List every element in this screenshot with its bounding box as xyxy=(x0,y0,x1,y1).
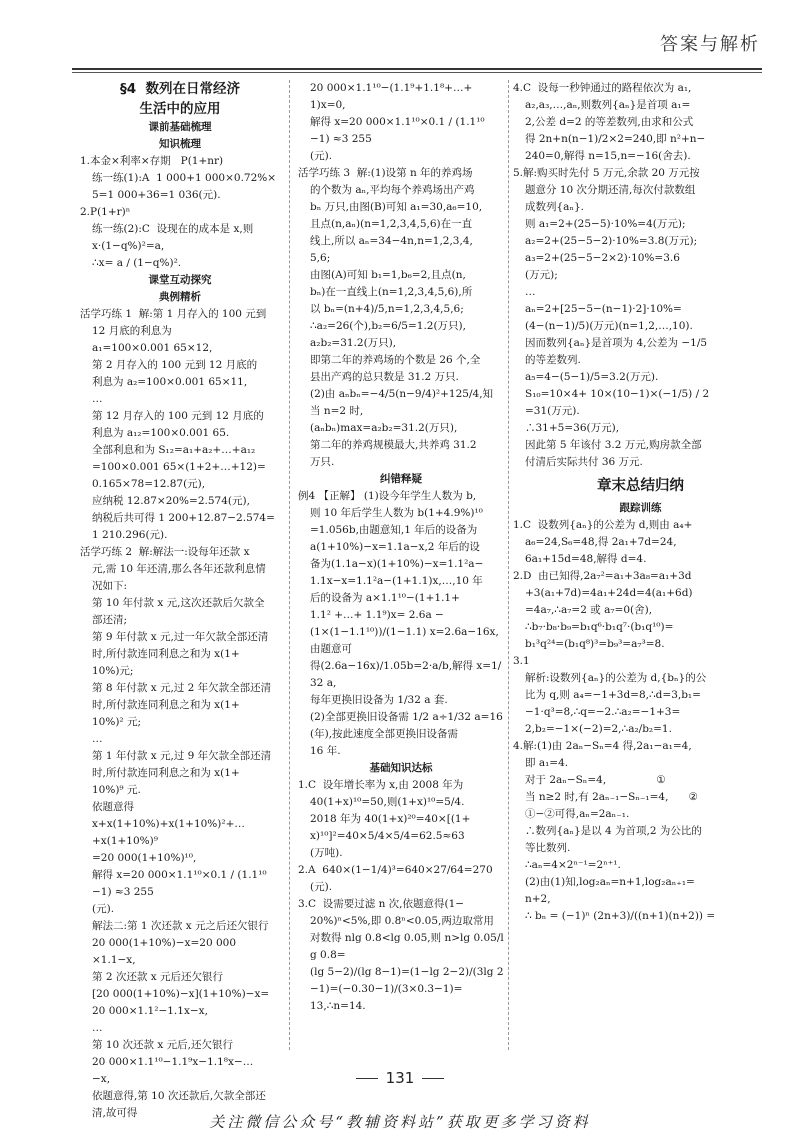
text-line: 6a₁+15d=48,解得 d=4. xyxy=(525,553,647,566)
text-line: x+x(1+10%)+x(1+10%)²+… xyxy=(92,818,245,831)
text-line: +3(a₁+7d)=4a₁+24d=4(a₁+6d) xyxy=(525,587,693,600)
text-line: (aₙbₙ)max=a₂b₂=31.2(万只), xyxy=(310,422,458,434)
text-line: 成数列{aₙ}. xyxy=(525,201,585,213)
text-line: (万吨). xyxy=(310,847,343,859)
header-rule xyxy=(72,68,762,70)
text-line: 解得 x=20 000×1.1¹⁰×0.1 / (1.1¹⁰−1) ≈3 255 xyxy=(310,116,485,145)
section-title: 生活中的应用 xyxy=(139,100,221,117)
text-line: 第 10 年付款 x 元,这次还款后欠款全 xyxy=(92,597,265,610)
text-line: 第 2 次还款 x 元后还欠银行 xyxy=(92,971,223,984)
text-line: 依题意得,第 10 次还款后,欠款全部还 xyxy=(92,1090,266,1103)
text-line: [20 000(1+10%)−x](1+10%)−x= xyxy=(92,988,270,1001)
text-line: x)¹⁰]²=40×5/4×5/4=62.5≈63 xyxy=(310,830,465,842)
column-left xyxy=(80,80,280,1120)
text-line: 12 月底的利息为 xyxy=(92,325,172,338)
text-line: =4a₇,∴a₇=2 或 a₇=0(舍), xyxy=(525,604,653,617)
text-line: 对于 2aₙ−Sₙ=4, ① xyxy=(525,774,666,787)
text-line: a₂b₂=31.2(万只), xyxy=(310,337,397,349)
text-line: 即 a₁=4. xyxy=(525,757,569,770)
text-line: 部还清; xyxy=(92,614,128,627)
text-line: 依题意得 xyxy=(92,801,134,814)
text-line: (2)由(1)知,log₂aₙ=n+1,log₂aₙ₊₁= xyxy=(525,876,695,889)
text-line: 3.1 xyxy=(513,655,530,668)
text-line: 3.C 设需要过滤 n 次,依题意得(1− xyxy=(298,898,465,910)
text-line: 1.本金×利率×存期 P(1+nr) xyxy=(80,155,224,168)
text-line: 因此第 5 年该付 3.2 万元,购房款全部 xyxy=(525,439,702,451)
text-line: −x, xyxy=(92,1073,111,1086)
text-line: 4.C 设每一秒钟通过的路程依次为 a₁, xyxy=(513,82,692,94)
text-line: 第 10 次还款 x 元后,还欠银行 xyxy=(92,1039,233,1052)
section-heading: 章末总结归纳 xyxy=(597,478,684,494)
text-line: ∴31+5=36(万元), xyxy=(525,422,620,434)
text-line: (4−(n−1)/5)(万元)(n=1,2,…,10). xyxy=(525,320,693,332)
footer-watermark: 关注微信公众号“教辅资料站”获取更多学习资料 xyxy=(209,1113,591,1131)
text-line: 40(1+x)¹⁰=50,则(1+x)¹⁰=5/4. xyxy=(310,796,465,808)
text-line: a₅=4−(5−1)/5=3.2(万元). xyxy=(525,371,659,383)
text-line: 时,所付款连同利息之和为 x(1+ xyxy=(92,648,240,661)
text-line: a₃=2+(25−5−2×2)·10%=3.6 xyxy=(525,252,680,264)
text-line: 况如下: xyxy=(92,580,128,593)
text-line: 练一练(1):A 1 000+1 000×0.72%× xyxy=(92,172,277,185)
text-line: 20 000×1.1²−1.1x−x, xyxy=(92,1005,208,1018)
text-line: bₙ 万只,由图(B)可知 a₁=30,a₆=10, xyxy=(310,201,483,213)
text-line: a₂,a₃,…,aₙ,则数列{aₙ}是首项 a₁= xyxy=(525,99,691,111)
column-right xyxy=(513,80,768,1050)
text-line: 利息为 a₂=100×0.001 65×11, xyxy=(92,376,248,389)
text-line: 备为(1.1a−x)(1+10%)−x=1.1²a− xyxy=(310,558,484,570)
text-line: 的个数为 aₙ,平均每个养鸡场出产鸡 xyxy=(310,184,475,196)
text-line: 清,故可得 xyxy=(92,1107,138,1120)
text-line: 16 年. xyxy=(310,745,341,757)
text-line: 纳税后共可得 1 200+12.87−2.574= xyxy=(92,512,275,525)
text-line: 20%)ⁿ<5%,即 0.8ⁿ<0.05,两边取常用 xyxy=(310,915,494,927)
text-line: 1.1² +…+ 1.1⁹)x= 2.6a − xyxy=(310,609,444,621)
text-line: 全部利息和为 S₁₂=a₁+a₂+…+a₁₂ xyxy=(92,444,256,457)
text-line: 因而数列{aₙ}是首项为 4,公差为 −1/5 xyxy=(525,337,708,349)
text-line: ∴a₂=26(个),b₂=6/5=1.2(万只), xyxy=(310,320,466,332)
text-line: x·(1−q%)²=a, xyxy=(92,240,165,253)
text-line: 每年更换旧设备为 1/32 a 套. xyxy=(310,694,448,706)
text-line: 0.165×78=12.87(元), xyxy=(92,478,206,491)
text-line: 当 n=2 时, xyxy=(310,405,364,417)
text-line: 1 210.296(元). xyxy=(92,529,168,542)
text-line: aₙ=2+[25−5−(n−1)·2]·10%= xyxy=(525,303,682,315)
text-line: 的等差数列. xyxy=(525,354,581,366)
header-title: 答案与解析 xyxy=(660,34,760,55)
text-line: a₁=100×0.001 65×12, xyxy=(92,342,213,355)
section-heading: 典例精析 xyxy=(159,291,201,304)
text-line: ×1.1−x, xyxy=(92,954,136,967)
text-line: (元). xyxy=(310,881,333,893)
text-line: (2)全部更换旧设备需 1/2 a÷1/32 a=16(年),按此速度全部更换旧设备需 xyxy=(310,711,503,740)
text-line: 题意分 10 次分期还清,每次付款数组 xyxy=(525,184,696,196)
text-line: b₁³q²⁴=(b₁q⁸)³=b₉³=a₇³=8. xyxy=(525,638,665,651)
text-line: 240=0,解得 n=15,n=−16(舍去). xyxy=(525,150,691,162)
text-line: 2.A 640×(1−1/4)³=640×27/64=270 xyxy=(298,864,493,876)
section-heading: 纠错释疑 xyxy=(380,473,422,485)
text-line: 则 10 年后学生人数为 b(1+4.9%)¹⁰ xyxy=(310,507,483,519)
text-line: 且点(n,aₙ)(n=1,2,3,4,5,6)在一直 xyxy=(310,218,473,230)
text-line: 13,∴n=14. xyxy=(310,1000,366,1012)
section-heading: 跟踪训练 xyxy=(619,502,662,515)
text-line: … xyxy=(525,286,536,298)
text-line: bₙ)在一直线上(n=1,2,3,4,5,6),所 xyxy=(310,286,473,298)
text-line: −1·q³=8,∴q=−2.∴a₂=−1+3= xyxy=(525,706,681,719)
text-line: 第 1 年付款 x 元,过 9 年欠款全部还清 xyxy=(92,750,272,763)
text-line: 2018 年为 40(1+x)²⁰=40×[(1+ xyxy=(310,813,471,825)
text-line: 第二年的养鸡规模最大,共养鸡 31.2 xyxy=(310,439,477,451)
text-line: 活学巧练 3 解:(1)设第 n 年的养鸡场 xyxy=(298,167,473,179)
text-line: 则 a₁=2+(25−5)·10%=4(万元); xyxy=(525,218,686,230)
text-line: 10%)元; xyxy=(92,665,134,678)
text-line: 县出产鸡的总只数是 31.2 万只. xyxy=(310,371,459,383)
text-line: 2,b₂=−1×(−2)=2,∴a₂/b₂=1. xyxy=(525,723,672,736)
column-divider xyxy=(289,80,290,1050)
text-line: 2.P(1+r)ⁿ xyxy=(80,206,131,219)
text-line: n+2, xyxy=(525,893,551,906)
text-line: 元,需 10 年还清,那么各年还款利息情 xyxy=(92,563,266,576)
text-line: 2,公差 d=2 的等差数列,由求和公式 xyxy=(525,116,694,128)
text-line: 20 000×1.1¹⁰−(1.1⁹+1.1⁸+…+ xyxy=(310,82,473,94)
text-line: 第 8 年付款 x 元,过 2 年欠款全部还清 xyxy=(92,682,272,695)
text-line: 当 n≥2 时,有 2aₙ₋₁−Sₙ₋₁=4, ② xyxy=(525,791,698,804)
text-line: 20 000(1+10%)−x=20 000 xyxy=(92,937,237,950)
section-title: §4 数列在日常经济 xyxy=(119,81,241,97)
text-line: 5=1 000+36=1 036(元). xyxy=(92,189,221,202)
text-line: 4.解:(1)由 2aₙ−Sₙ=4 得,2a₁−a₁=4, xyxy=(513,740,692,753)
text-line: 练一练(2):C 设现在的成本是 x,则 xyxy=(92,223,254,236)
text-line: 1.C 设年增长率为 x,由 2008 年为 xyxy=(298,779,464,791)
text-line: 2.D 由已知得,2a₇²=a₁+3a₈=a₁+3d xyxy=(513,570,692,583)
text-line: 第 2 月存入的 100 元到 12 月底的 xyxy=(92,359,258,372)
text-line: 例4 【正解】 (1)设今年学生人数为 b, xyxy=(298,490,477,502)
section-heading: 知识梳理 xyxy=(159,138,201,151)
text-line: 时,所付款连同利息之和为 x(1+ xyxy=(92,699,240,712)
text-line: 10%)² 元; xyxy=(92,716,142,729)
text-line: a(1+10%)−x=1.1a−x,2 年后的设 xyxy=(310,541,480,553)
text-line: 10%)⁹ 元. xyxy=(92,784,141,797)
text-line: (元). xyxy=(310,150,333,162)
text-line: (元). xyxy=(92,903,115,916)
text-line: =20 000(1+10%)¹⁰, xyxy=(92,852,197,865)
text-line: 活学巧练 1 解:第 1 月存入的 100 元到 xyxy=(80,308,267,321)
text-line: =1.056b,由题意知,1 年后的设备为 xyxy=(310,524,478,536)
text-line: 活学巧练 2 解:解法一:设每年还款 x xyxy=(80,546,250,559)
text-line: … xyxy=(92,733,103,746)
text-line: … xyxy=(92,393,103,406)
text-line: 比为 q,则 a₄=−1+3d=8,∴d=3,b₁= xyxy=(525,689,701,702)
text-line: 以 bₙ=(n+4)/5,n=1,2,3,4,5,6; xyxy=(310,303,464,315)
text-line: 1.1x−x=1.1²a−(1+1.1)x,…,10 年 xyxy=(310,575,483,587)
text-line: ①−②可得,aₙ=2aₙ₋₁. xyxy=(525,808,630,821)
text-line: =31(万元). xyxy=(525,405,580,417)
text-line: 后的设备为 a×1.1¹⁰−(1+1.1+ xyxy=(310,592,460,604)
section-heading: 基础知识达标 xyxy=(369,762,433,774)
text-line: 线上,所以 aₙ=34−4n,n=1,2,3,4, xyxy=(310,235,473,247)
text-line: 解得 x=20 000×1.1¹⁰×0.1 / (1.1¹⁰−1) ≈3 255 xyxy=(92,869,267,899)
text-line: 20 000×1.1¹⁰−1.1⁹x−1.1⁸x−… xyxy=(92,1056,254,1069)
text-line: (1×(1−1.1¹⁰))/(1−1.1) x=2.6a−16x,由题意可 xyxy=(310,626,499,655)
text-line: 第 12 月存入的 100 元到 12 月底的 xyxy=(92,410,264,423)
text-line: a₆=24,S₆=48,得 2a₁+7d=24, xyxy=(525,536,677,549)
text-line: ∴ bₙ = (−1)ⁿ (2n+3)/((n+1)(n+2)) = xyxy=(525,910,716,923)
text-line: (2)由 aₙbₙ=−4/5(n−9/4)²+125/4,知 xyxy=(310,388,494,400)
text-line: 时,所付款连同利息之和为 x(1+ xyxy=(92,767,240,780)
header-rule-thin xyxy=(72,72,762,73)
text-line: a₂=2+(25−5−2)·10%=3.8(万元); xyxy=(525,235,698,247)
text-line: 万只. xyxy=(310,456,335,468)
text-line: ∴x= a / (1−q%)². xyxy=(92,257,182,270)
text-line: 1.C 设数列{aₙ}的公差为 d,则由 a₄+ xyxy=(513,519,693,532)
text-line: … xyxy=(92,1022,103,1035)
text-line: ∴aₙ=4×2ⁿ⁻¹=2ⁿ⁺¹. xyxy=(525,859,621,872)
text-line: 解析:设数列{aₙ}的公差为 d,{bₙ}的公 xyxy=(525,672,707,685)
text-line: 5,6; xyxy=(310,252,331,264)
text-line: 应纳税 12.87×20%=2.574(元), xyxy=(92,495,250,508)
column-middle xyxy=(298,80,504,1050)
text-line: 1)x=0, xyxy=(310,99,346,111)
text-line: 解法二:第 1 次还款 x 元之后还欠银行 xyxy=(92,920,269,933)
text-line: 得(2.6a−16x)/1.05b=2·a/b,解得 x=1/32 a, xyxy=(310,660,502,689)
text-line: S₁₀=10×4+ 10×(10−1)×(−1/5) / 2 xyxy=(525,388,710,400)
text-line: =100×0.001 65×(1+2+…+12)= xyxy=(92,461,266,474)
text-line: 得 2n+n(n−1)/2×2=240,即 n²+n− xyxy=(525,133,706,145)
column-divider xyxy=(508,80,509,1050)
text-line: 5.解:购买时先付 5 万元,余款 20 万元按 xyxy=(513,167,700,179)
text-line: 第 9 年付款 x 元,过一年欠款全部还清 xyxy=(92,631,269,644)
text-line: 即第二年的养鸡场的个数是 26 个,全 xyxy=(310,354,481,366)
text-line: 对数得 nlg 0.8<lg 0.05,则 n>lg 0.05/lg 0.8= xyxy=(310,932,504,961)
text-line: +x(1+10%)⁹ xyxy=(92,835,158,848)
text-line: 利息为 a₁₂=100×0.001 65. xyxy=(92,427,230,440)
text-line: ∴数列{aₙ}是以 4 为首项,2 为公比的 xyxy=(525,825,702,838)
text-line: ∴b₇·b₈·b₉=b₁q⁶·b₁q⁷·(b₁q¹⁰)= xyxy=(525,621,674,634)
text-line: (万元); xyxy=(525,269,558,281)
text-line: (lg 5−2)/(lg 8−1)=(1−lg 2−2)/(3lg 2−1)=(−0.30−1)/(3×0.3−1)= xyxy=(310,966,504,995)
section-heading: 课堂互动探究 xyxy=(148,274,212,287)
text-line: 等比数列. xyxy=(525,842,571,855)
text-line: 由图(A)可知 b₁=1,b₆=2,且点(n, xyxy=(310,269,466,281)
section-heading: 课前基础梳理 xyxy=(148,121,212,134)
page-number: 131 xyxy=(0,1066,800,1090)
text-line: 付清后实际共付 36 万元. xyxy=(525,456,643,468)
